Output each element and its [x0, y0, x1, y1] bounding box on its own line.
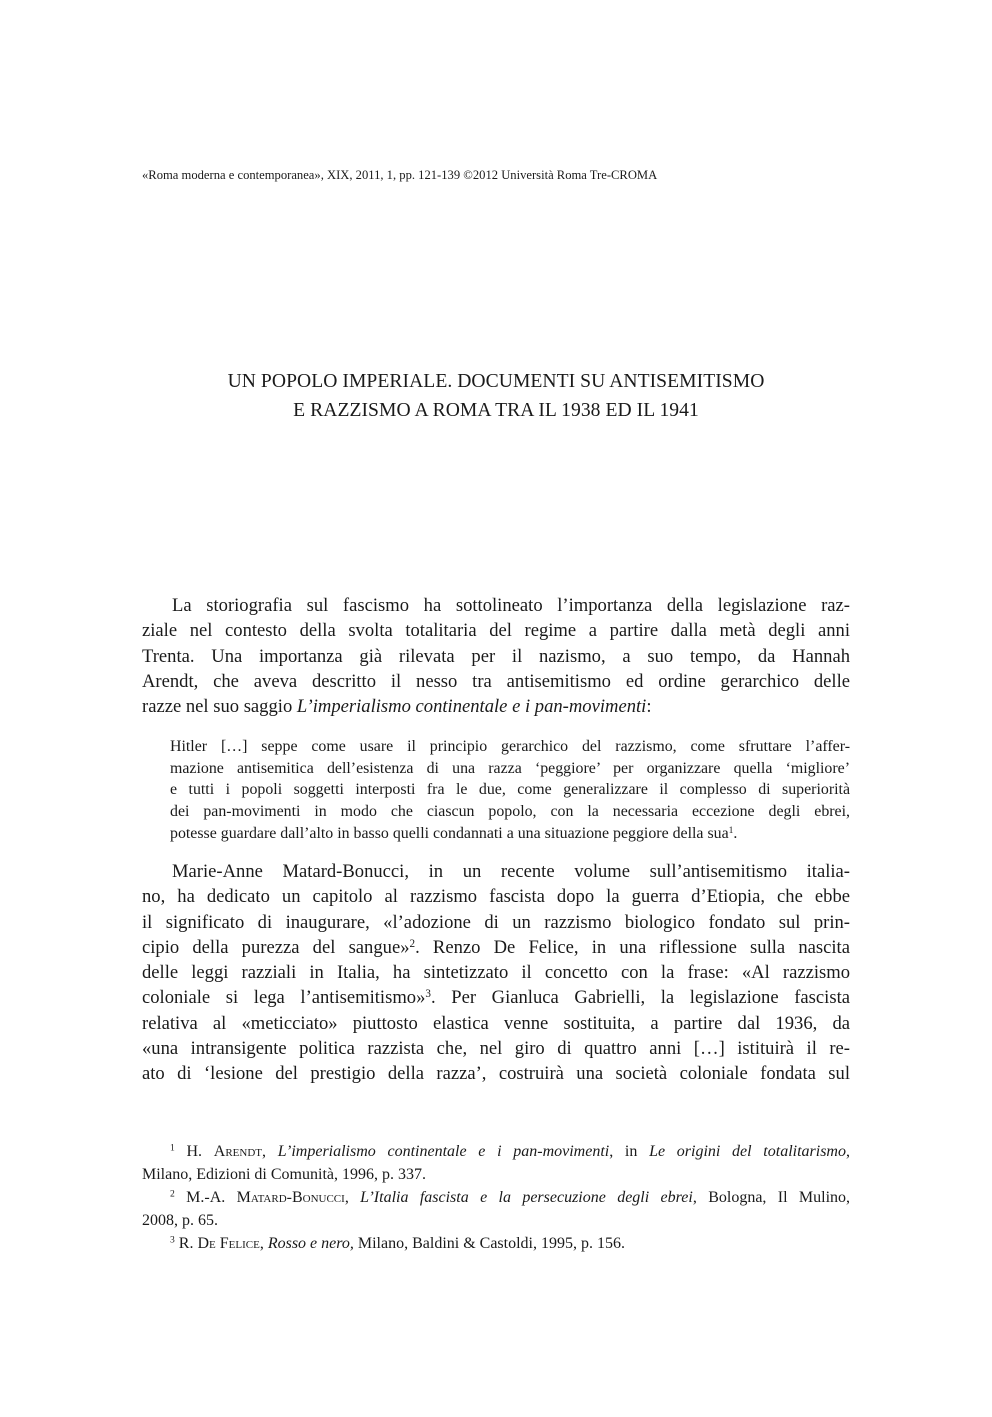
article-title	[142, 367, 850, 425]
author-name: De Felice	[197, 1235, 260, 1252]
text-run: ,	[846, 1143, 850, 1160]
work-title: Le origini del totalitarismo	[649, 1143, 846, 1160]
quote-line: potesse guardare dall’alto in basso quelli condannati a una situazione peggiore della sua$^1$.	[170, 824, 738, 842]
footnote-number: 1	[170, 1142, 175, 1154]
text-run: ,	[259, 1235, 268, 1252]
author-name: Matard-Bonucci	[236, 1189, 345, 1206]
quote-line: mazione antisemitica dell’esistenza di una razza ‘peggiore’ per organizzare quella ‘migliore’	[170, 759, 850, 777]
work-title: Rosso e nero,	[267, 1235, 354, 1252]
text-run: , Bologna, Il Mulino,	[692, 1189, 851, 1206]
footnote-1	[142, 1140, 850, 1163]
paragraph-1	[142, 593, 850, 719]
quote-line: Hitler […] seppe come usare il principio gerarchico del razzismo, come sfruttare l’affer-	[170, 738, 850, 755]
footnote-number: 3	[170, 1234, 175, 1246]
text-run: . Per Gianluca Gabrielli, la legislazione fascista	[430, 987, 850, 1009]
text-run: potesse guardare dall’alto in basso quelli condannati a una situazione peggiore della sua	[170, 824, 729, 842]
quote-line: dei pan-movimenti in modo che ciascun popolo, con la necessaria eccezione degli ebrei,	[170, 803, 850, 821]
paragraph-line: Marie-Anne Matard-Bonucci, in un recente volume sull’antisemitismo italia-	[172, 861, 850, 882]
paragraph-line: il significato di inaugurare, «l’adozione di un razzismo biologico fondato sul prin-	[142, 911, 850, 933]
paragraph-line: no, ha dedicato un capitolo al razzismo fascista dopo la guerra d’Etiopia, che ebbe	[142, 886, 850, 908]
paragraph-line	[142, 935, 850, 960]
footnote-3	[142, 1232, 850, 1255]
footnote-1-line-2: Milano, Edizioni di Comunità, 1996, p. 337.	[142, 1166, 426, 1183]
footnote-reference[interactable]: 1	[728, 824, 734, 836]
author-name: Arendt	[213, 1143, 262, 1160]
text-run: Milano, Baldini & Castoldi, 1995, p. 156.	[353, 1235, 625, 1252]
title-line-1: UN POPOLO IMPERIALE. DOCUMENTI SU ANTISEMITISMO	[227, 371, 765, 392]
paragraph-2	[142, 859, 850, 1087]
text-run: :	[646, 696, 652, 718]
work-title: L’imperialismo continentale e i pan-movimenti	[277, 1143, 610, 1160]
text-run: ,	[261, 1143, 278, 1160]
text-run: razze nel suo saggio	[142, 696, 297, 718]
title-line-2: E RAZZISMO A ROMA TRA IL 1938 ED IL 1941	[293, 400, 699, 421]
paragraph-line: delle leggi razziali in Italia, ha sintetizzato il concetto con la frase: «Al razzismo	[142, 962, 850, 984]
text-run: R.	[174, 1235, 198, 1252]
book-title: L’imperialismo continentale e i pan-movimenti	[296, 696, 647, 718]
paragraph-line	[142, 694, 850, 719]
footnote-2-line-2: 2008, p. 65.	[142, 1212, 218, 1229]
block-quote	[170, 736, 850, 845]
paragraph-line: Trenta. Una importanza già rilevata per il nazismo, a suo tempo, da Hannah	[142, 645, 850, 667]
work-title: L’Italia fascista e la persecuzione degli ebrei	[360, 1189, 693, 1206]
paragraph-line: relativa al «meticciato» piuttosto elastica venne sostituita, a partire dal 1936, da	[142, 1012, 850, 1034]
text-run: coloniale si lega l’antisemitismo»	[142, 987, 426, 1009]
journal-citation-header: «Roma moderna e contemporanea», XIX, 2011, 1, pp. 121-139 ©2012 Università Roma Tre-CROMA	[142, 168, 658, 182]
text-run: . Renzo De Felice, in una riflessione sulla nascita	[415, 936, 850, 958]
paragraph-line: La storiografia sul fascismo ha sottolineato l’importanza della legislazione raz-	[172, 595, 850, 616]
footnote-2	[142, 1186, 850, 1209]
text-run: ,	[344, 1189, 361, 1206]
footnotes	[142, 1140, 850, 1255]
text-run: H.	[174, 1143, 214, 1160]
text-run: M.-A.	[174, 1189, 237, 1206]
text-run: cipio della purezza del sangue»	[142, 936, 410, 958]
paragraph-line: Arendt, che aveva descritto il nesso tra antisemitismo ed ordine gerarchico delle	[142, 670, 850, 692]
footnote-reference[interactable]: 2	[409, 937, 416, 950]
paragraph-line: «una intransigente politica razzista che, nel giro di quattro anni […] istituirà il re-	[142, 1038, 850, 1060]
quote-line: e tutti i popoli soggetti interposti fra le due, come generalizzare il complesso di superiorità	[170, 781, 850, 799]
paragraph-line	[142, 985, 850, 1010]
paragraph-line: ziale nel contesto della svolta totalitaria del regime a partire dalla metà degli anni	[142, 620, 850, 642]
footnote-reference[interactable]: 3	[425, 988, 431, 1001]
text-run: , in	[609, 1143, 650, 1160]
paragraph-line: ato di ‘lesione del prestigio della razza’, costruirà una società coloniale fondata sul	[142, 1063, 850, 1085]
footnote-number: 2	[170, 1188, 175, 1200]
